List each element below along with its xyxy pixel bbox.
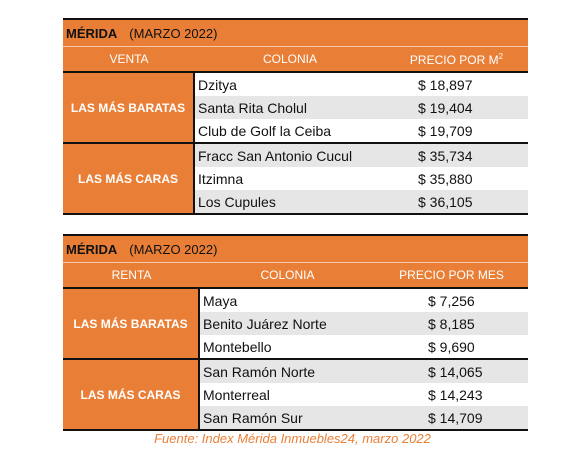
precio-cell: $ 19,404 (418, 99, 473, 116)
precio-cell: $ 19,709 (418, 122, 473, 139)
table-row (195, 96, 528, 119)
colonia-cell: Maya (203, 292, 238, 309)
precio-cell: $ 35,734 (418, 147, 473, 164)
bottom-rule (63, 213, 528, 215)
precio-cell: $ 14,709 (428, 409, 483, 426)
table-row (200, 383, 528, 406)
city-label: MÉRIDA (66, 25, 118, 41)
table-title (63, 20, 528, 46)
table-header (63, 262, 528, 287)
colonia-cell: Fracc San Antonio Cucul (198, 147, 353, 164)
header-precio-sup: 2 (498, 51, 504, 61)
colonia-cell: Dzitya (198, 76, 237, 93)
group-most-expensive (63, 358, 528, 429)
header-colonia: COLONIA (260, 268, 315, 282)
table-row (195, 119, 528, 142)
table-row (200, 335, 528, 358)
table-row (200, 360, 528, 383)
header-operation: RENTA (111, 268, 152, 282)
precio-cell: $ 9,690 (428, 338, 475, 355)
table-row (195, 167, 528, 190)
group-label: LAS MÁS BARATAS (63, 289, 198, 358)
header-operation: VENTA (109, 52, 149, 66)
city-label: MÉRIDA (66, 241, 118, 257)
precio-cell: $ 14,243 (428, 386, 483, 403)
table-row (195, 190, 528, 213)
table-title (63, 236, 528, 262)
colonia-cell: San Ramón Norte (203, 363, 316, 380)
colonia-cell: Santa Rita Cholul (198, 99, 307, 116)
group-label: LAS MÁS CARAS (63, 144, 193, 213)
precio-cell: $ 8,185 (428, 315, 475, 332)
table-header (63, 46, 528, 71)
table-row (200, 289, 528, 312)
source-note: Fuente: Index Mérida Inmuebles24, marzo 2022 (154, 431, 431, 446)
table-row (195, 73, 528, 96)
header-precio: PRECIO POR MES (399, 268, 504, 282)
colonia-cell: Los Cupules (198, 193, 276, 210)
group-label: LAS MÁS CARAS (63, 360, 198, 429)
group-cheapest (63, 71, 528, 142)
precio-cell: $ 18,897 (418, 76, 473, 93)
sale-price-table (63, 18, 528, 215)
period-label: (MARZO 2022) (129, 25, 218, 41)
group-most-expensive (63, 142, 528, 213)
header-precio-text: PRECIO POR M (409, 52, 499, 67)
precio-cell: $ 14,065 (428, 363, 483, 380)
colonia-cell: Montebello (203, 338, 272, 355)
group-label: LAS MÁS BARATAS (63, 73, 193, 142)
rent-price-table (63, 234, 528, 431)
group-cheapest (63, 287, 528, 358)
period-label: (MARZO 2022) (129, 241, 218, 257)
colonia-cell: Monterreal (203, 386, 270, 403)
table-row (200, 406, 528, 429)
table-row (200, 312, 528, 335)
colonia-cell: Club de Golf la Ceiba (198, 122, 332, 139)
precio-cell: $ 35,880 (418, 170, 473, 187)
colonia-cell: Itzimna (198, 170, 244, 187)
header-precio (385, 52, 528, 67)
precio-cell: $ 7,256 (428, 292, 475, 309)
precio-cell: $ 36,105 (418, 193, 473, 210)
colonia-cell: Benito Juárez Norte (203, 315, 327, 332)
table-row (195, 144, 528, 167)
colonia-cell: San Ramón Sur (203, 409, 303, 426)
header-colonia: COLONIA (262, 52, 317, 66)
